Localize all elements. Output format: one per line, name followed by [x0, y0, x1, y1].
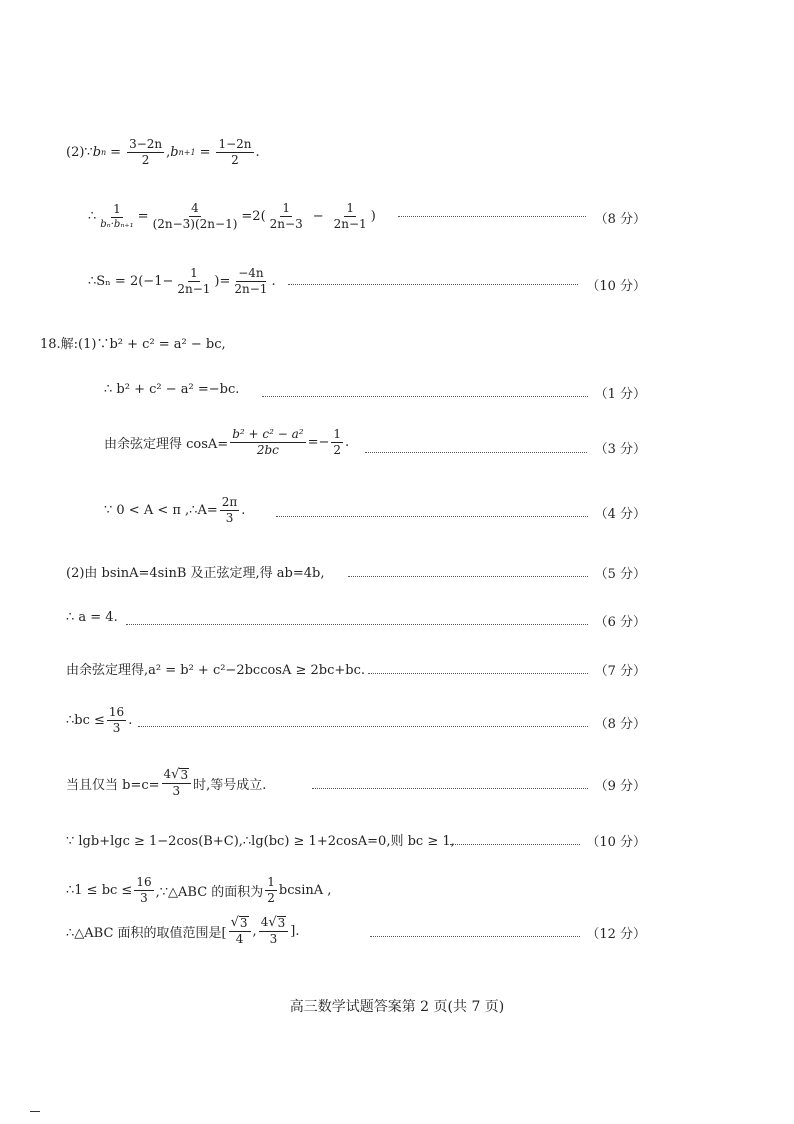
part-label: (2)∵ [66, 145, 93, 161]
sub-n: n [101, 148, 107, 158]
sum-line [88, 267, 276, 296]
area-lead: ∴1 ≤ bc ≤ [66, 883, 133, 899]
step-a4 [66, 610, 118, 625]
period: . [345, 435, 350, 451]
fraction-half: $\frac{1}{2}$ [333, 427, 341, 458]
fraction-4sqrt3-over-3: 4 √ 3 3 [162, 768, 192, 798]
corner-mark [30, 1111, 40, 1112]
dot-leader [138, 726, 588, 727]
score-10: （10 分） [586, 279, 646, 294]
equals: = [110, 145, 122, 161]
equals: )= [214, 274, 231, 290]
dot-leader [276, 516, 588, 517]
equals-neg: =− [307, 435, 330, 451]
sub-n1: n+1 [178, 148, 196, 158]
range-lead: ∴△ABC 面积的取值范围是[ [66, 925, 227, 941]
fraction-1-over-2n-1: $\frac{1}{2n-1}$ [333, 201, 367, 232]
angle-lead: ∵ 0 < A < π ,∴A= [104, 503, 218, 519]
log-text: ∵ lgb+lgc ≥ 1−2cos(B+C),∴lg(bc) ≥ 1+2cosA=0,则 bc ≥ 1, [66, 834, 455, 849]
fraction-bn: $\frac{3-2n}{2}$ [129, 137, 163, 168]
step-equality [66, 768, 266, 798]
dot-leader [312, 788, 588, 789]
dot-leader [348, 576, 588, 577]
equals-2: =2( [241, 209, 266, 225]
fraction-reciprocal: $\frac{1}{\text{bₙ·bₙ₊₁}}$ [100, 202, 134, 231]
dot-leader [365, 452, 587, 453]
score-8: （8 分） [594, 212, 646, 227]
comma: , [166, 145, 171, 161]
reciprocal-product-line [88, 202, 376, 231]
dot-leader [398, 216, 586, 217]
cosine-lead: 由余弦定理得 cosA= [104, 437, 229, 453]
dot-leader [288, 284, 578, 285]
dot-leader [262, 396, 588, 397]
problem-18-header [40, 333, 226, 352]
fraction-16-over-3: $\frac{16}{3}$ [136, 875, 152, 906]
step-bc-bound [66, 706, 132, 735]
bc-bound-lead: ∴bc ≤ [66, 713, 105, 729]
close-paren: ) [370, 209, 376, 225]
part2-bn-definition [66, 138, 260, 167]
step-log [66, 830, 455, 849]
equality-tail: 时,等号成立. [193, 777, 267, 793]
fraction-4sqrt3-over-3: 4 √ 3 3 [259, 916, 289, 946]
step-angle [104, 496, 245, 525]
equality-lead: 当且仅当 b=c= [66, 777, 160, 793]
area-mid: ,∵△ABC 的面积为 [155, 885, 264, 901]
score-4: （4 分） [594, 507, 646, 522]
fraction-cosA: $\frac{\text{b² + c² − a²}}{2bc}$ [232, 427, 304, 458]
score-5: （5 分） [594, 567, 646, 582]
step-1-text: ∴ b² + c² − a² =−bc. [104, 382, 240, 397]
a4-text: ∴ a = 4. [66, 610, 118, 625]
close-bracket: ]. [290, 923, 300, 939]
minus: − [312, 209, 324, 225]
period: . [241, 503, 246, 519]
step-cosine-law [66, 659, 365, 678]
equals: = [137, 209, 149, 225]
page-footer: 高三数学试题答案第 2 页(共 7 页) [289, 999, 505, 1015]
equals: = [199, 145, 211, 161]
therefore: ∴ [88, 209, 97, 225]
dot-leader [450, 844, 580, 845]
fraction-2pi-over-3: $\frac{2\pi}{3}$ [221, 495, 238, 526]
score-3: （3 分） [594, 442, 646, 457]
cosine-law-text: 由余弦定理得,a² = b² + c²−2bccosA ≥ 2bc+bc. [66, 663, 366, 678]
dot-leader [126, 624, 588, 625]
area-tail: bcsinA , [278, 883, 332, 899]
sum-lead: ∴Sₙ = 2(−1− [88, 274, 174, 290]
score-7: （7 分） [594, 664, 646, 679]
fraction-4-over-product: $\frac{4}{(2n-3)(2n-1)}$ [152, 201, 238, 232]
fraction-1-over-2n-3: $\frac{1}{2n-3}$ [269, 201, 303, 232]
period: . [271, 274, 276, 290]
score-12: （12 分） [586, 927, 646, 942]
step-area-formula [66, 876, 331, 905]
fraction-sqrt3-over-4: √ 3 4 [229, 916, 251, 946]
period: . [255, 145, 260, 161]
score-6: （6 分） [594, 615, 646, 630]
var-b: b [92, 145, 102, 161]
step-cosine [104, 428, 349, 457]
dot-leader [368, 673, 588, 674]
problem-18-text: 18.解:(1)∵b² + c² = a² − bc, [40, 337, 226, 352]
score-9: （9 分） [594, 779, 646, 794]
fraction-bn1: $\frac{1-2n}{2}$ [218, 137, 252, 168]
step-part2 [66, 562, 324, 581]
step-1 [104, 382, 239, 397]
dot-leader [370, 936, 580, 937]
comma: , [252, 923, 257, 939]
step-area-range [66, 916, 299, 946]
fraction-1-over-2n-1: $\frac{1}{2n-1}$ [177, 266, 211, 297]
part2-text: (2)由 bsinA=4sinB 及正弦定理,得 ab=4b, [66, 566, 325, 581]
var-b: b [170, 145, 179, 161]
score-10b: （10 分） [586, 835, 646, 850]
score-8b: （8 分） [594, 717, 646, 732]
fraction-result: $\frac{-4n}{2n-1}$ [234, 266, 268, 297]
fraction-16-over-3: $\frac{16}{3}$ [108, 705, 125, 736]
period: . [128, 713, 133, 729]
fraction-half: $\frac{1}{2}$ [267, 875, 275, 906]
score-1: （1 分） [594, 387, 646, 402]
